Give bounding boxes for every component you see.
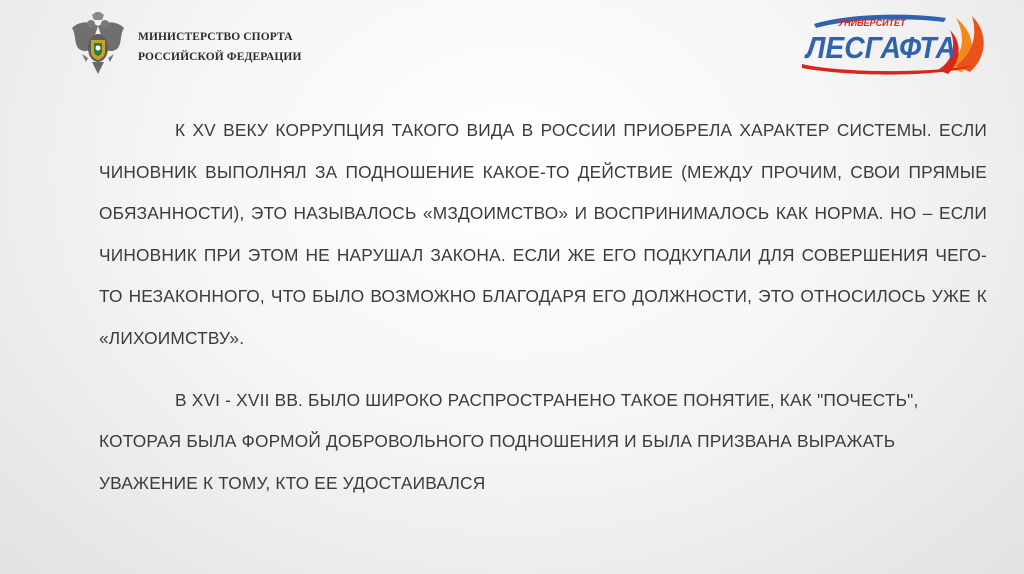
- ministry-title: [138, 27, 302, 67]
- lesgaft-university-logo: [796, 6, 992, 78]
- logo-top-text: УНИВЕРСИТЕТ: [838, 18, 906, 28]
- russian-coat-of-arms-icon: [70, 12, 126, 76]
- ministry-line-1: МИНИСТЕРСТВО СПОРТА: [138, 31, 293, 43]
- paragraph: В XVI - XVII ВВ. БЫЛО ШИРОКО РАСПРОСТРАНЕНО ТАКОЕ ПОНЯТИЕ, КАК "ПОЧЕСТЬ", КОТОРАЯ БЫЛА ФОРМОЙ ДОБРОВОЛЬНОГО ПОДНОШЕНИЯ И БЫЛА ПРИЗВАНА ВЫРАЖАТЬ УВАЖЕНИЕ К ТОМУ, КТО ЕЕ УДОСТАИВАЛСЯ: [99, 389, 919, 493]
- ministry-line-2: РОССИЙСКОЙ ФЕДЕРАЦИИ: [138, 51, 302, 63]
- logo-main-text: ЛЕСГАФТА: [804, 30, 956, 65]
- main-text: [99, 110, 987, 504]
- paragraph: К XV ВЕКУ КОРРУПЦИЯ ТАКОГО ВИДА В РОССИИ ПРИОБРЕЛА ХАРАКТЕР СИСТЕМЫ. ЕСЛИ ЧИНОВНИК ВЫПОЛНЯЛ ЗА ПОДНОШЕНИЕ КАКОЕ-ТО ДЕЙСТВИЕ (МЕЖДУ ПРОЧИМ, СВОИ ПРЯМЫЕ ОБЯЗАННОСТИ), ЭТО НАЗЫВАЛОСЬ «МЗДОИМСТВО» И ВОСПРИНИМАЛОСЬ КАК НОРМА. НО – ЕСЛИ ЧИНОВНИК ПРИ ЭТОМ НЕ НАРУШАЛ ЗАКОНА. ЕСЛИ ЖЕ ЕГО ПОДКУПАЛИ ДЛЯ СОВЕРШЕНИЯ ЧЕГО-ТО НЕЗАКОННОГО, ЧТО БЫЛО ВОЗМОЖНО БЛАГОДАРЯ ЕГО ДОЛЖНОСТИ, ЭТО ОТНОСИЛОСЬ УЖЕ К «ЛИХОИМСТВУ».: [99, 120, 987, 348]
